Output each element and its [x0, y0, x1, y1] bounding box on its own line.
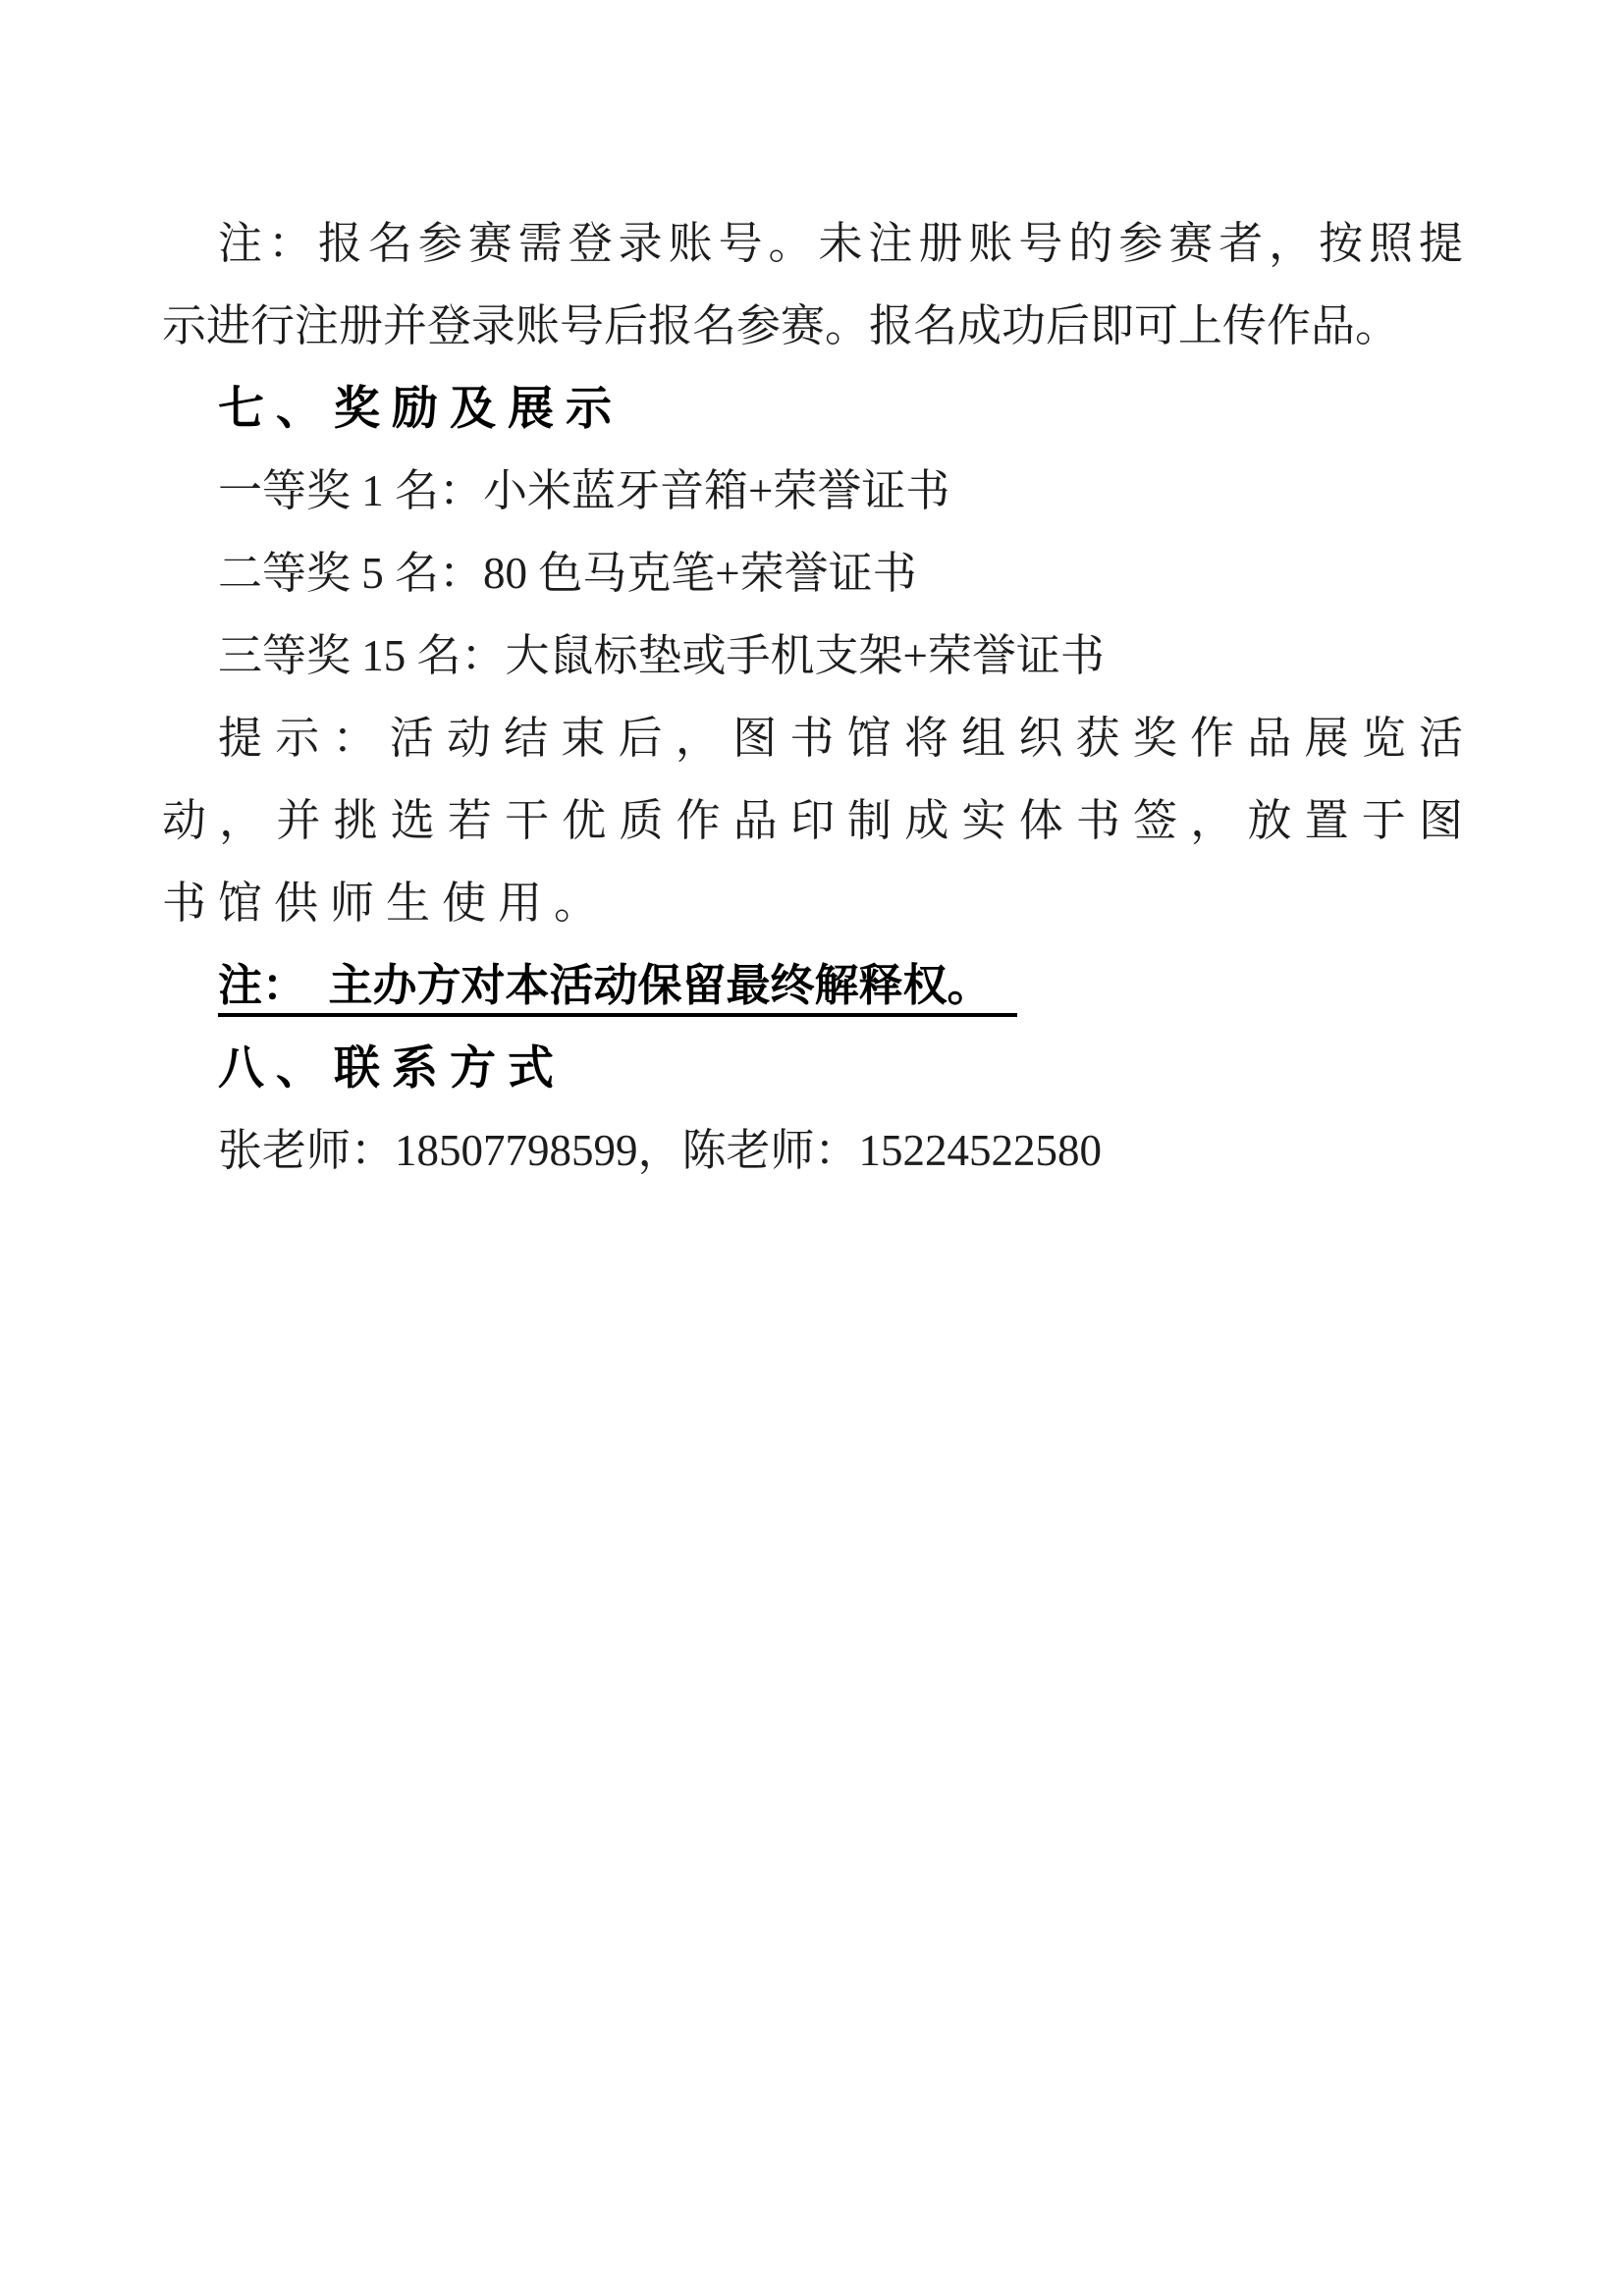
contact-info-line: 张老师：18507798599，陈老师：15224522580: [218, 1126, 1103, 1175]
disclaimer-note: [162, 944, 1463, 1027]
exhibition-note-line-1: 提示：活动结束后，图书馆将组织获奖作品展览活: [218, 714, 1463, 763]
registration-note-line-2: 示进行注册并登录账号后报名参赛。报名成功后即可上传作品。: [162, 301, 1400, 350]
exhibition-note-line-2: 动，并挑选若干优质作品印制成实体书签，放置于图: [162, 796, 1463, 845]
prize-item-second: 二等奖 5 名：80 色马克笔+荣誉证书: [218, 549, 917, 598]
section-heading-contact: 八、联系方式: [218, 1041, 566, 1094]
registration-note-line-1: 注：报名参赛需登录账号。未注册账号的参赛者，按照提: [218, 219, 1463, 268]
prize-item-third: 三等奖 15 名：大鼠标垫或手机支架+荣誉证书: [218, 631, 1105, 680]
exhibition-note-line-3: 书馆供师生使用。: [162, 879, 611, 928]
prize-item-first: 一等奖 1 名：小米蓝牙音箱+荣誉证书: [218, 466, 950, 515]
disclaimer-underlined-text: 注： 主办方对本活动保留最终解释权。: [218, 960, 1017, 1017]
section-heading-awards: 七、奖励及展示: [218, 382, 623, 434]
